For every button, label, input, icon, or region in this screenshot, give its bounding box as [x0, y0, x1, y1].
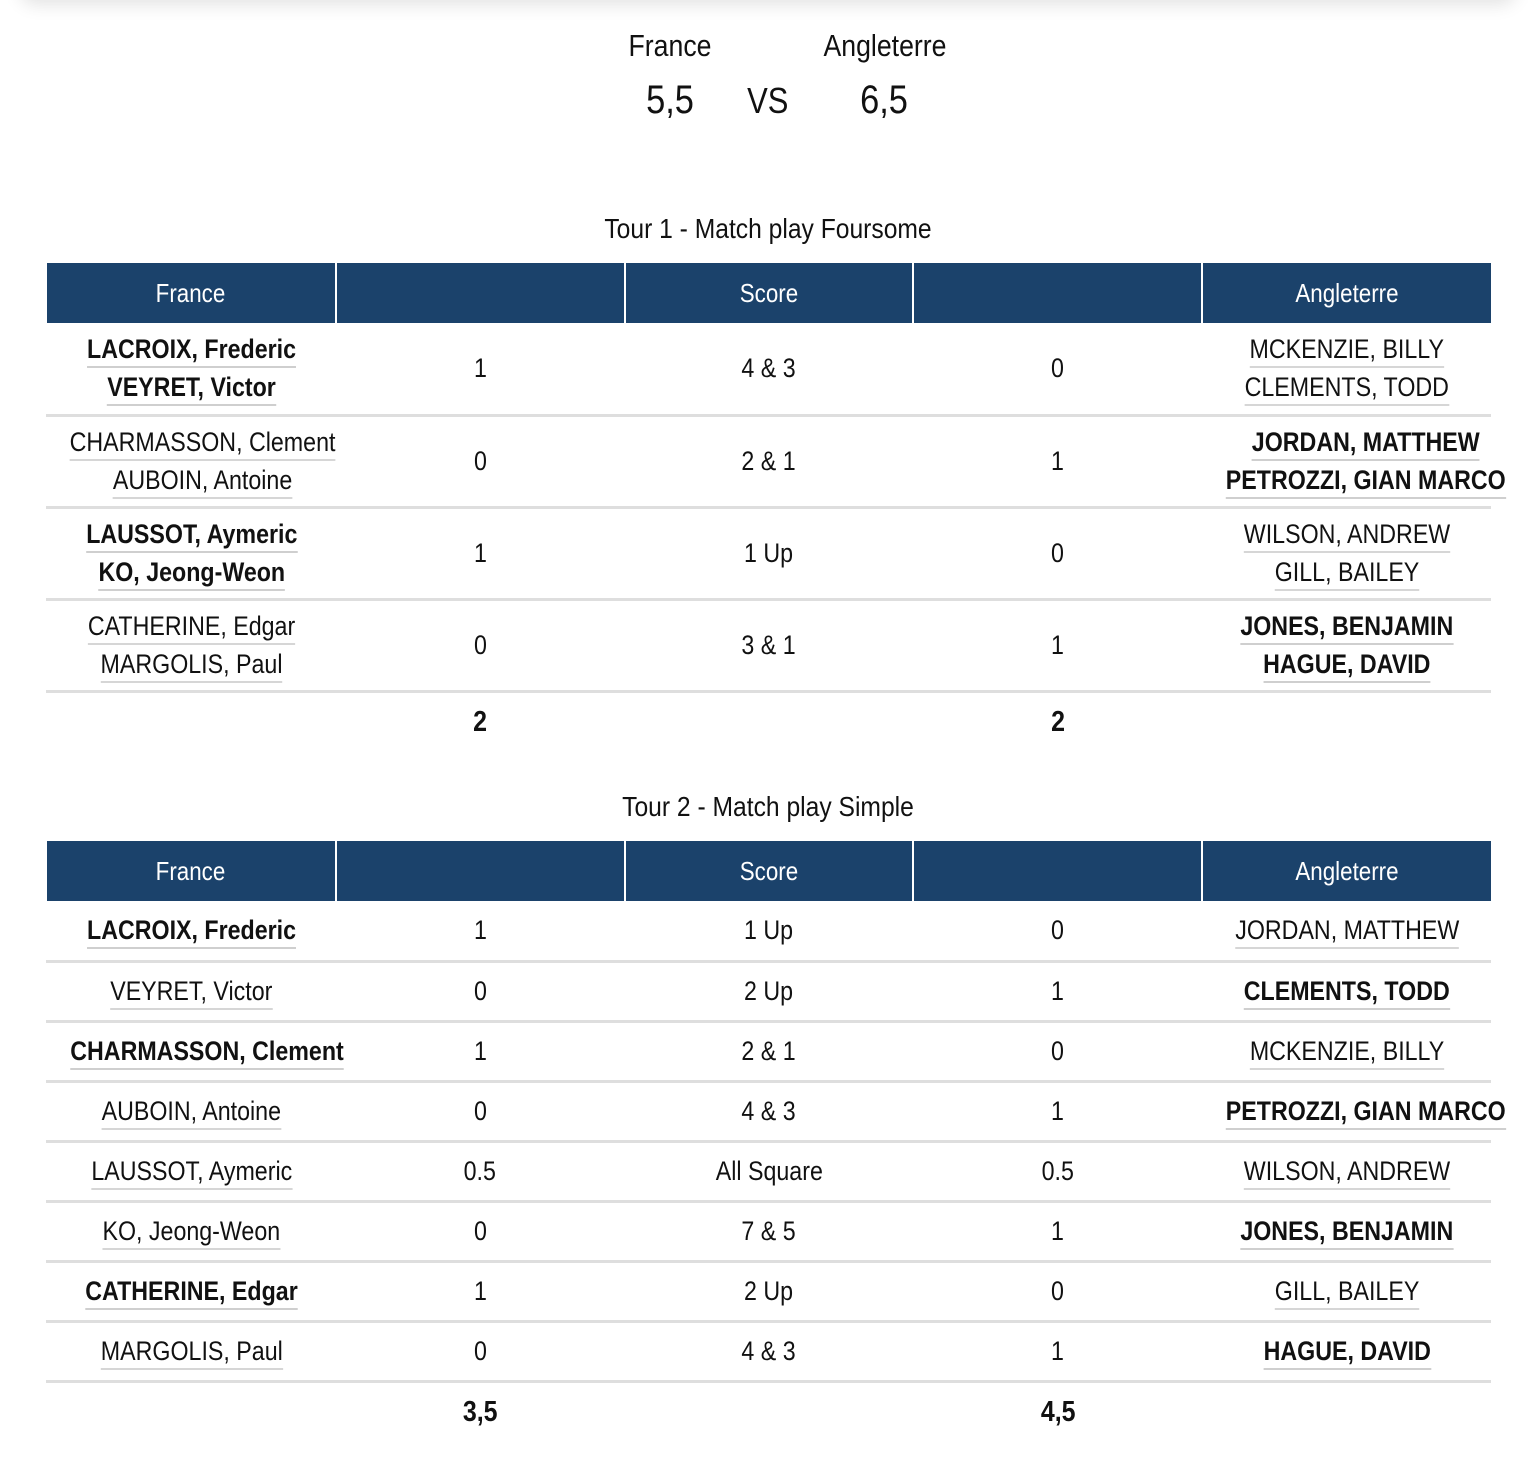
table-header-row	[47, 841, 1491, 901]
totals-row	[47, 691, 1491, 753]
match-result: All Square	[625, 1141, 914, 1201]
table-row	[47, 1321, 1491, 1381]
away-players-cell	[1202, 1081, 1506, 1141]
match-result: 2 & 1	[625, 415, 914, 507]
player-link[interactable]: AUBOIN, Antoine	[102, 1094, 281, 1130]
home-team-score: 5,5	[646, 78, 694, 122]
player-link[interactable]: JORDAN, MATTHEW	[1235, 913, 1459, 949]
player-link[interactable]: MARGOLIS, Paul	[100, 647, 282, 683]
away-points: 0.5	[913, 1141, 1202, 1201]
away-total: 4,5	[1040, 1396, 1076, 1429]
table-header-row	[47, 263, 1491, 323]
table-row	[47, 323, 1491, 415]
column-header-home-points	[336, 841, 625, 901]
away-players-cell	[1202, 961, 1491, 1021]
home-points: 0	[336, 415, 625, 507]
away-players-cell	[1202, 415, 1506, 507]
round-1-table	[46, 263, 1506, 753]
player-link[interactable]: VEYRET, Victor	[107, 370, 276, 406]
away-players-cell	[1202, 1141, 1491, 1201]
home-points: 0	[336, 1201, 625, 1261]
table-row	[47, 1141, 1491, 1201]
table-row	[47, 901, 1491, 961]
away-points: 0	[913, 1021, 1202, 1081]
home-points: 1	[336, 901, 625, 961]
home-players-cell	[47, 599, 336, 691]
column-header-away: Angleterre	[1202, 841, 1491, 901]
vs-label: VS	[747, 80, 789, 121]
home-players-cell	[47, 1081, 336, 1141]
player-link[interactable]: JONES, BENJAMIN	[1241, 609, 1454, 645]
home-points: 1	[336, 323, 625, 415]
away-players-cell	[1202, 1321, 1491, 1381]
away-points: 0	[913, 1261, 1202, 1321]
match-result: 1 Up	[625, 507, 914, 599]
away-team-name: Angleterre	[823, 28, 947, 63]
player-link[interactable]: LAUSSOT, Aymeric	[91, 1154, 292, 1190]
column-header-home-points	[336, 263, 625, 323]
home-points: 0	[336, 961, 625, 1021]
player-link[interactable]: CHARMASSON, Clement	[70, 425, 336, 461]
player-link[interactable]: AUBOIN, Antoine	[113, 463, 292, 499]
away-players-cell	[1202, 323, 1491, 415]
column-header-home: France	[47, 263, 336, 323]
home-points: 0	[336, 1321, 625, 1381]
away-players-cell	[1202, 1021, 1491, 1081]
player-link[interactable]: CLEMENTS, TODD	[1244, 974, 1450, 1010]
table-row	[47, 1081, 1491, 1141]
player-link[interactable]: CATHERINE, Edgar	[85, 1274, 297, 1310]
home-points: 0.5	[336, 1141, 625, 1201]
player-link[interactable]: WILSON, ANDREW	[1244, 517, 1450, 553]
home-players-cell	[47, 1201, 336, 1261]
player-link[interactable]: GILL, BAILEY	[1275, 1274, 1420, 1310]
round-1-title: Tour 1 - Match play Foursome	[604, 213, 932, 244]
away-points: 1	[913, 961, 1202, 1021]
player-link[interactable]: GILL, BAILEY	[1275, 555, 1420, 591]
match-result: 4 & 3	[625, 1321, 914, 1381]
home-team-name: France	[628, 28, 712, 63]
column-header-away-points	[913, 841, 1202, 901]
column-header-home: France	[47, 841, 336, 901]
round-2-table	[46, 841, 1506, 1443]
player-link[interactable]: MCKENZIE, BILLY	[1250, 1034, 1444, 1070]
away-points: 0	[913, 901, 1202, 961]
table-row	[47, 961, 1491, 1021]
away-points: 1	[913, 599, 1202, 691]
totals-row	[47, 1381, 1491, 1443]
column-header-away-points	[913, 263, 1202, 323]
home-players-cell	[47, 507, 336, 599]
home-points: 0	[336, 599, 625, 691]
home-players-cell	[47, 323, 336, 415]
match-result: 7 & 5	[625, 1201, 914, 1261]
table-row	[47, 415, 1491, 507]
away-players-cell	[1202, 507, 1491, 599]
home-players-cell	[47, 1021, 344, 1081]
player-link[interactable]: CATHERINE, Edgar	[88, 609, 295, 645]
home-total: 2	[473, 706, 488, 739]
home-players-cell	[47, 901, 336, 961]
home-players-cell	[47, 1321, 336, 1381]
player-link[interactable]: JONES, BENJAMIN	[1241, 1214, 1454, 1250]
table-row	[47, 1201, 1491, 1261]
player-link[interactable]: WILSON, ANDREW	[1244, 1154, 1450, 1190]
player-link[interactable]: HAGUE, DAVID	[1263, 1334, 1430, 1370]
away-points: 0	[913, 323, 1202, 415]
player-link[interactable]: PETROZZI, GIAN MARCO	[1226, 1094, 1506, 1130]
home-points: 1	[336, 507, 625, 599]
home-points: 1	[336, 1261, 625, 1321]
table-row	[47, 1261, 1491, 1321]
match-result: 4 & 3	[625, 1081, 914, 1141]
away-points: 0	[913, 507, 1202, 599]
player-link[interactable]: MCKENZIE, BILLY	[1250, 332, 1444, 368]
player-link[interactable]: VEYRET, Victor	[110, 974, 272, 1010]
home-points: 0	[336, 1081, 625, 1141]
match-result: 1 Up	[625, 901, 914, 961]
away-points: 1	[913, 415, 1202, 507]
player-link[interactable]: PETROZZI, GIAN MARCO	[1226, 463, 1506, 499]
player-link[interactable]: LAUSSOT, Aymeric	[86, 517, 297, 553]
player-link[interactable]: HAGUE, DAVID	[1263, 647, 1430, 683]
player-link[interactable]: MARGOLIS, Paul	[100, 1334, 282, 1370]
away-players-cell	[1202, 1261, 1491, 1321]
away-points: 1	[913, 1081, 1202, 1141]
player-link[interactable]: CLEMENTS, TODD	[1245, 370, 1449, 406]
match-result: 3 & 1	[625, 599, 914, 691]
away-players-cell	[1202, 901, 1491, 961]
player-link[interactable]: LACROIX, Frederic	[87, 332, 296, 368]
away-players-cell	[1202, 599, 1491, 691]
table-row	[47, 507, 1491, 599]
column-header-score: Score	[625, 841, 914, 901]
player-link[interactable]: LACROIX, Frederic	[87, 913, 296, 949]
table-row	[47, 1021, 1491, 1081]
match-header	[0, 0, 1536, 170]
away-team-score: 6,5	[860, 78, 908, 122]
away-points: 1	[913, 1321, 1202, 1381]
home-players-cell	[47, 1141, 336, 1201]
home-players-cell	[47, 1261, 336, 1321]
away-players-cell	[1202, 1201, 1491, 1261]
away-points: 1	[913, 1201, 1202, 1261]
round-2-title: Tour 2 - Match play Simple	[622, 791, 914, 822]
table-row	[47, 599, 1491, 691]
home-players-cell	[47, 961, 336, 1021]
match-result: 4 & 3	[625, 323, 914, 415]
home-total: 3,5	[462, 1396, 498, 1429]
away-total: 2	[1050, 706, 1065, 739]
column-header-away: Angleterre	[1202, 263, 1491, 323]
home-players-cell	[47, 415, 336, 507]
column-header-score: Score	[625, 263, 914, 323]
player-link[interactable]: KO, Jeong-Weon	[103, 1214, 281, 1250]
match-result: 2 Up	[625, 961, 914, 1021]
match-result: 2 & 1	[625, 1021, 914, 1081]
player-link[interactable]: KO, Jeong-Weon	[98, 555, 285, 591]
player-link[interactable]: CHARMASSON, Clement	[70, 1034, 344, 1070]
player-link[interactable]: JORDAN, MATTHEW	[1252, 425, 1480, 461]
home-points: 1	[336, 1021, 625, 1081]
match-result: 2 Up	[625, 1261, 914, 1321]
